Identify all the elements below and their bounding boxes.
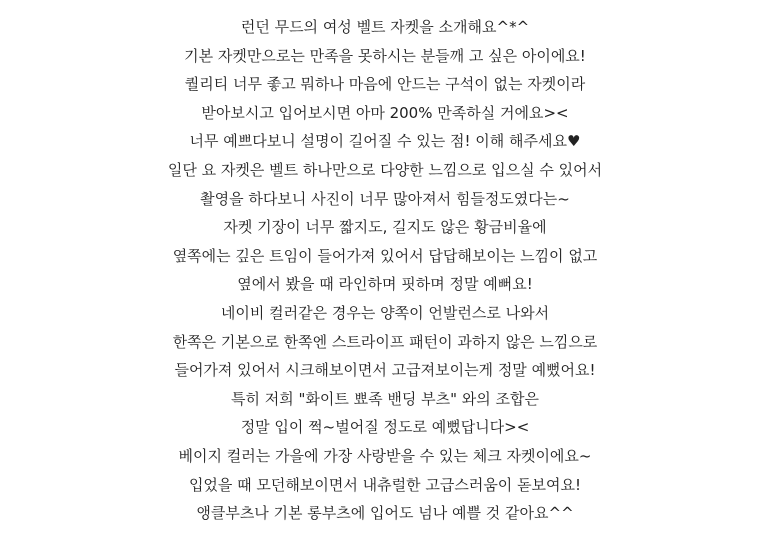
description-line: 특히 저희 "화이트 뾰족 밴딩 부츠" 와의 조합은 (231, 389, 539, 408)
description-line: 자켓 기장이 너무 짧지도, 길지도 않은 황금비율에 (223, 218, 547, 237)
description-line: 받아보시고 입어보시면 아마 200% 만족하실 거에요>< (201, 103, 569, 122)
product-description (0, 13, 770, 528)
description-line: 베이지 컬러는 가을에 가장 사랑받을 수 있는 체크 자켓이에요~ (178, 446, 592, 465)
description-line: 기본 자켓만으로는 만족을 못하시는 분들깨 고 싶은 아이에요! (184, 46, 586, 65)
description-line: 일단 요 자켓은 벨트 하나만으로 다양한 느낌으로 입으실 수 있어서 (167, 160, 603, 179)
description-line: 런던 무드의 여성 벨트 자켓을 소개해요^*^ (240, 18, 530, 36)
description-line: 옆쪽에는 깊은 트임이 들어가져 있어서 답답해보이는 느낌이 없고 (172, 246, 598, 265)
description-line: 촬영을 하다보니 사진이 너무 많아져서 힘들정도였다는~ (200, 189, 570, 208)
description-line: 너무 예쁘다보니 설명이 길어질 수 있는 점! 이해 해주세요♥ (189, 132, 581, 151)
description-line: 네이비 컬러같은 경우는 양쪽이 언발런스로 나와서 (220, 303, 550, 322)
description-line: 한쪽은 기본으로 한쪽엔 스트라이프 패턴이 과하지 않은 느낌으로 (172, 332, 598, 351)
description-line: 입었을 때 모던해보이면서 내츄럴한 고급스러움이 돋보여요! (188, 475, 582, 494)
description-line: 앵클부츠나 기본 롱부츠에 입어도 넘나 예쁠 것 같아요^^ (196, 504, 574, 523)
description-line: 정말 입이 쩍~벌어질 정도로 예뻤답니다>< (240, 418, 530, 437)
description-line: 들어가져 있어서 시크해보이면서 고급져보이는게 정말 예뻤어요! (174, 361, 596, 380)
description-line: 퀄리티 너무 좋고 뭐하나 마음에 안드는 구석이 없는 자켓이라 (184, 75, 586, 94)
description-line: 옆에서 봤을 때 라인하며 핏하며 정말 예뻐요! (237, 275, 533, 294)
